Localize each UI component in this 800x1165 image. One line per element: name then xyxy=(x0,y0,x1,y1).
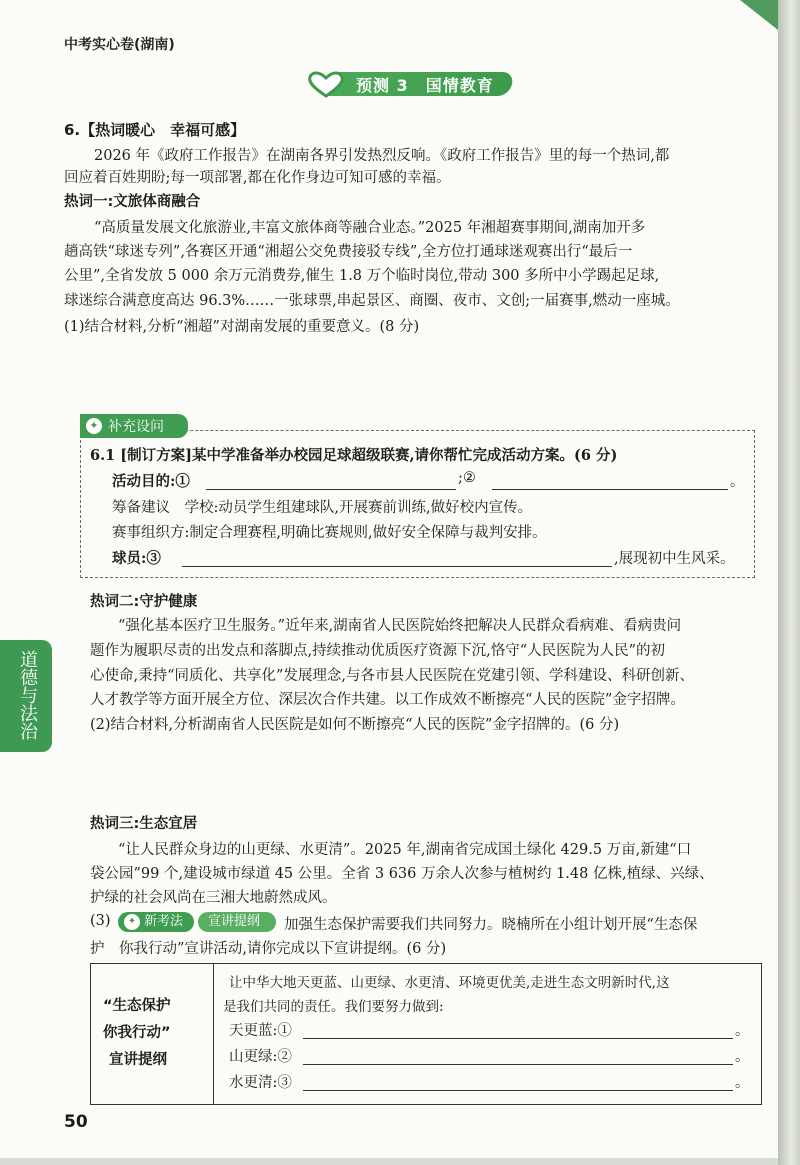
answer-blank-6[interactable] xyxy=(303,1089,733,1091)
purpose-end: 。 xyxy=(730,474,745,490)
table-intro-line-1: 让中华大地天更蓝、山更绿、水更清、环境更优美,走进生态文明新时代,这 xyxy=(229,975,670,991)
table-left-line-1: “生态保护 xyxy=(103,998,171,1014)
section-banner xyxy=(306,70,512,98)
sub-question-3-line-1: 加强生态保护需要我们共同努力。晓楠所在小组计划开展“生态保 xyxy=(284,917,698,933)
answer-blank-1[interactable] xyxy=(206,488,456,490)
supplement-question-title: 6.1 [制订方案]某中学准备举办校园足球超级联赛,请你帮忙完成活动方案。(6 分) xyxy=(90,447,618,464)
hotword-1-line-1: “高质量发展文化旅游业,丰富文旅体商等融合业态。”2025 年湘超赛事期间,湖南加开多 xyxy=(94,220,646,236)
hotword-3-line-2: 袋公园”99 个,建设城市绿道 45 公里。全省 3 636 万余人次参与植树约 1.48 亿株,植绿、兴绿、 xyxy=(90,866,714,882)
sub-question-3-prefix: (3) xyxy=(90,913,111,929)
answer-blank-5[interactable] xyxy=(303,1063,733,1065)
purpose-label: 活动目的:① xyxy=(112,473,190,490)
answer-blank-2[interactable] xyxy=(492,488,728,490)
table-intro-line-2: 是我们共同的责任。我们要努力做到: xyxy=(223,999,444,1015)
clear-water-end: 。 xyxy=(735,1075,750,1091)
new-method-label: 新考法 xyxy=(144,914,184,929)
organizer-line: 赛事组织方:制定合理赛程,明确比赛规则,做好安全保障与裁判安排。 xyxy=(112,525,547,541)
sub-question-3-line-2: 护 你我行动”宣讲活动,请你完成以下宣讲提纲。(6 分) xyxy=(90,941,447,957)
supplement-tag-label: 补充设问 xyxy=(108,419,164,435)
page-edge-shadow xyxy=(778,0,800,1165)
answer-blank-3[interactable] xyxy=(182,565,612,567)
table-left-line-2: 你我行动” xyxy=(103,1025,171,1041)
speech-outline-badge xyxy=(198,912,276,932)
prep-suggestion-line: 筹备建议 学校:动员学生组建球队,开展赛前训练,做好校内宣传。 xyxy=(112,500,533,516)
hotword-2-line-2: 题作为履职尽责的出发点和落脚点,持续推动优质医疗资源下沉,恪守“人民医院为人民”的初 xyxy=(90,643,666,659)
subject-label: 道德与法治 xyxy=(17,650,38,740)
hotword-2-title: 热词二:守护健康 xyxy=(90,594,198,610)
hotword-3-title: 热词三:生态宜居 xyxy=(90,816,198,832)
hotword-3-line-3: 护绿的社会风尚在三湘大地蔚然成风。 xyxy=(90,890,337,906)
book-title: 中考实心卷(湖南) xyxy=(64,37,175,53)
hotword-1-title: 热词一:文旅体商融合 xyxy=(64,194,201,210)
hotword-3-line-1: “让人民群众身边的山更绿、水更清”。2025 年,湖南省完成国土绿化 429.5 万亩,新建“口 xyxy=(118,842,692,858)
sub-question-1: (1)结合材料,分析“湘超”对湖南发展的重要意义。(8 分) xyxy=(64,319,420,335)
speech-outline-table xyxy=(90,963,762,1105)
intro-line-2: 回应着百姓期盼;每一项部署,都在化作身边可知可感的幸福。 xyxy=(64,170,451,186)
hotword-1-line-3: 公里”,全省发放 5 000 余万元消费券,催生 1.8 万个临时岗位,带动 300 多所中小学踢起足球, xyxy=(64,268,660,284)
hotword-2-line-4: 人才教学等方面开展全方位、深层次合作共建。以工作成效不断擦亮“人民的医院”金字招牌。 xyxy=(90,692,685,708)
hotword-1-line-4: 球迷综合满意度高达 96.3%……一张球票,串起景区、商圈、夜市、文创;一届赛事,燃动一座城。 xyxy=(64,293,680,309)
hotword-2-line-3: 心使命,秉持“同质化、共享化”发展理念,与各市县人民医院在党建引领、学科建设、科研创新、 xyxy=(90,668,695,684)
heart-icon xyxy=(306,70,346,98)
green-mountain-end: 。 xyxy=(735,1049,750,1065)
player-end: ,展现初中生风采。 xyxy=(614,551,735,567)
new-method-badge xyxy=(118,912,194,932)
player-label: 球员:③ xyxy=(112,550,161,567)
subject-side-tab xyxy=(0,640,52,752)
hotword-1-line-2: 趟高铁“球迷专列”,各赛区开通“湘超公交免费接驳专线”,全方位打通球迷观赛出行“最后一 xyxy=(64,244,633,260)
clear-water-label: 水更清:③ xyxy=(229,1075,292,1091)
page-number: 50 xyxy=(64,1112,88,1132)
speech-outline-label: 宣讲提纲 xyxy=(208,914,261,929)
question-6-title: 6.【热词暖心 幸福可感】 xyxy=(64,121,246,139)
blue-sky-end: 。 xyxy=(735,1023,750,1039)
blue-sky-label: 天更蓝:① xyxy=(229,1023,292,1039)
page-corner-decoration xyxy=(740,0,778,30)
lightbulb-icon: ✦ xyxy=(86,418,102,434)
intro-line-1: 2026 年《政府工作报告》在湖南各界引发热烈反响。《政府工作报告》里的每一个热词,都 xyxy=(94,148,670,164)
table-divider xyxy=(213,964,214,1104)
purpose-mid: ;② xyxy=(458,470,476,486)
hotword-2-line-1: “强化基本医疗卫生服务。”近年来,湖南省人民医院始终把解决人民群众看病难、看病贵问 xyxy=(118,618,682,634)
green-mountain-label: 山更绿:② xyxy=(229,1049,292,1065)
banner-title: 预测 3 国情教育 xyxy=(356,76,494,95)
answer-blank-4[interactable] xyxy=(303,1037,733,1039)
sub-question-2: (2)结合材料,分析湖南省人民医院是如何不断擦亮“人民的医院”金字招牌的。(6 分) xyxy=(90,717,620,733)
lightbulb-icon: ✦ xyxy=(124,914,140,930)
table-left-line-3: 宣讲提纲 xyxy=(109,1052,167,1068)
supplement-tag xyxy=(80,414,188,438)
